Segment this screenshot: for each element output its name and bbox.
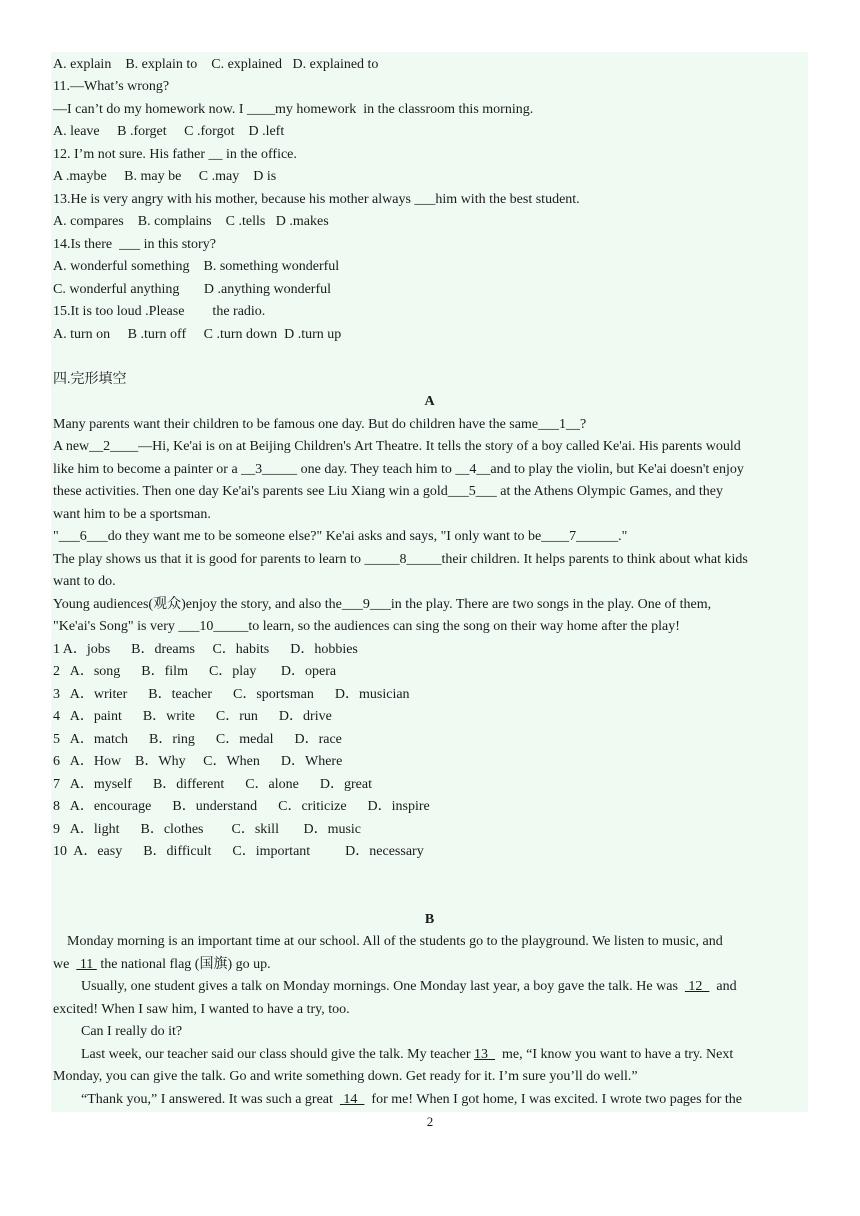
q13-stem: 13.He is very angry with his mother, because his mother always ___him with the best student. (53, 192, 580, 207)
passage-b-heading: B (424, 912, 435, 927)
option-row: 4 A．paint B．write C．run D．drive (53, 709, 332, 724)
passage-a-line: these activities. Then one day Ke'ai's parents see Liu Xiang win a gold___5___ at the Athens Olympic Games, and they (53, 484, 724, 499)
passage-a-line: want him to be a sportsman. (53, 507, 211, 522)
passage-a-line: want to do. (53, 574, 116, 589)
q12-options: A .maybe B. may be C .may D is (53, 169, 277, 184)
option-row: 8 A．encourage B．understand C．criticize D．inspire (53, 799, 430, 814)
q10-options: A. explain B. explain to C. explained D. explained to (53, 57, 379, 72)
option-row: 10 A．easy B．difficult C．important D．necessary (53, 844, 424, 859)
passage-a-heading: A (424, 394, 435, 409)
q11-options: A. leave B .forget C .forgot D .left (53, 124, 285, 139)
passage-b-line: excited! When I saw him, I wanted to have a try, too. (53, 1002, 350, 1017)
option-row: 7 A．myself B．different C．alone D．great (53, 777, 372, 792)
q15-stem: 15.It is too loud .Please the radio. (53, 304, 266, 319)
option-row: 6 A．How B．Why C．When D．Where (53, 754, 343, 769)
blank-12: 12 (684, 979, 710, 994)
passage-a-line: like him to become a painter or a __3_____ one day. They teach him to __4__and to play the violin, but Ke'ai doesn't enjoy (53, 462, 744, 477)
option-row: 5 A．match B．ring C．medal D．race (53, 732, 342, 747)
option-row: 1 A．jobs B．dreams C．habits D．hobbies (53, 642, 358, 657)
q13-options: A. compares B. complains C .tells D .makes (53, 214, 329, 229)
passage-b-line: Monday morning is an important time at our school. All of the students go to the playground. We listen to music, and (53, 934, 723, 949)
passage-a-line: Many parents want their children to be famous one day. But do children have the same___1__? (53, 417, 587, 432)
q11-stem: 11.—What’s wrong? (53, 79, 170, 94)
q12-stem: 12. I’m not sure. His father __ in the office. (53, 147, 297, 162)
section-title: 四.完形填空 (53, 372, 127, 387)
passage-b-line: “Thank you,” I answered. It was such a great 14 for me! When I got home, I was excited. I wrote two pages for the (53, 1092, 743, 1107)
option-row: 3 A．writer B．teacher C．sportsman D．musician (53, 687, 410, 702)
blank-14: 14 (339, 1092, 365, 1107)
q14-stem: 14.Is there ___ in this story? (53, 237, 216, 252)
passage-a-line: The play shows us that it is good for parents to learn to _____8_____their children. It helps parents to think about what kids (53, 552, 748, 567)
q14-options-cd: C. wonderful anything D .anything wonderful (53, 282, 332, 297)
passage-b-line: Monday, you can give the talk. Go and write something down. Get ready for it. I’m sure you’ll do well.” (53, 1069, 638, 1084)
passage-a-line: Young audiences(观众)enjoy the story, and also the___9___in the play. There are two songs in the play. One of them, (53, 597, 712, 612)
blank-13: 13 (474, 1047, 496, 1062)
blank-11: 11 (76, 957, 97, 972)
passage-b-line: we 11 the national flag (国旗) go up. (53, 957, 271, 972)
q15-options: A. turn on B .turn off C .turn down D .turn up (53, 327, 342, 342)
passage-b-line: Can I really do it? (53, 1024, 183, 1039)
option-row: 9 A．light B．clothes C．skill D．music (53, 822, 362, 837)
q14-options-ab: A. wonderful something B. something wonderful (53, 259, 340, 274)
passage-a-line: "___6___do they want me to be someone else?" Ke'ai asks and says, "I only want to be____7______." (53, 529, 628, 544)
passage-b-line: Usually, one student gives a talk on Monday mornings. One Monday last year, a boy gave the talk. He was 12 and (53, 979, 737, 994)
passage-a-line: "Ke'ai's Song" is very ___10_____to learn, so the audiences can sing the song on their way home after the play! (53, 619, 680, 634)
page-number: 2 (426, 1114, 434, 1129)
option-row: 2 A．song B．film C．play D．opera (53, 664, 337, 679)
passage-b-line: Last week, our teacher said our class should give the talk. My teacher 13 me, “I know you want to have a try. Next (53, 1047, 734, 1062)
passage-a-line: A new__2____—Hi, Ke'ai is on at Beijing Children's Art Theatre. It tells the story of a boy called Ke'ai. His parents would (53, 439, 741, 454)
q11-dialog: —I can’t do my homework now. I ____my homework in the classroom this morning. (53, 102, 534, 117)
document-page (51, 52, 808, 1112)
